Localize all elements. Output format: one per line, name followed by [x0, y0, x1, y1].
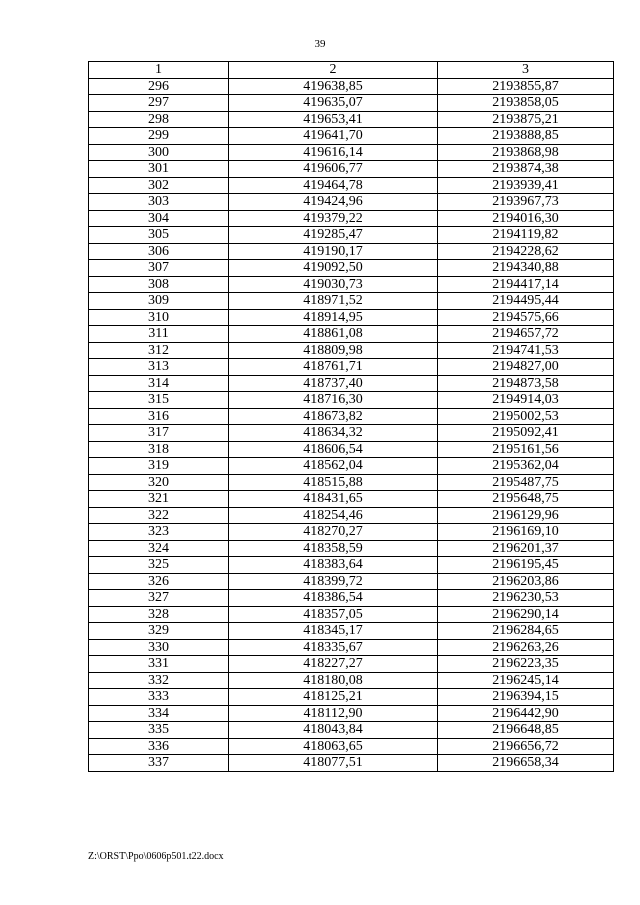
footer-file-path: Z:\ORST\Ppo\0606p501.t22.docx — [88, 851, 224, 862]
table-row — [89, 243, 614, 260]
cell-x: 418386,54 — [229, 590, 438, 607]
cell-point-number: 303 — [89, 194, 229, 211]
table-row — [89, 672, 614, 689]
cell-point-number: 315 — [89, 392, 229, 409]
cell-x: 419638,85 — [229, 78, 438, 95]
table-row — [89, 738, 614, 755]
cell-x: 418809,98 — [229, 342, 438, 359]
table-row — [89, 425, 614, 442]
header-cell-point-number: 1 — [89, 62, 229, 79]
cell-point-number: 302 — [89, 177, 229, 194]
cell-y: 2193868,98 — [438, 144, 614, 161]
cell-y: 2195487,75 — [438, 474, 614, 491]
table-header — [89, 62, 614, 79]
cell-y: 2193855,87 — [438, 78, 614, 95]
table-row — [89, 458, 614, 475]
coordinates-table — [88, 61, 614, 772]
cell-x: 418606,54 — [229, 441, 438, 458]
table-row — [89, 161, 614, 178]
cell-x: 418673,82 — [229, 408, 438, 425]
table-row — [89, 590, 614, 607]
table-row — [89, 293, 614, 310]
cell-y: 2196223,35 — [438, 656, 614, 673]
cell-x: 418077,51 — [229, 755, 438, 772]
cell-y: 2194228,62 — [438, 243, 614, 260]
table-row — [89, 326, 614, 343]
cell-x: 418357,05 — [229, 606, 438, 623]
cell-y: 2196290,14 — [438, 606, 614, 623]
table-row — [89, 194, 614, 211]
cell-point-number: 326 — [89, 573, 229, 590]
cell-y: 2194417,14 — [438, 276, 614, 293]
cell-y: 2196129,96 — [438, 507, 614, 524]
table-row — [89, 507, 614, 524]
cell-x: 418345,17 — [229, 623, 438, 640]
table-row — [89, 573, 614, 590]
cell-x: 419635,07 — [229, 95, 438, 112]
cell-x: 418716,30 — [229, 392, 438, 409]
cell-point-number: 305 — [89, 227, 229, 244]
cell-x: 419616,14 — [229, 144, 438, 161]
cell-point-number: 307 — [89, 260, 229, 277]
cell-y: 2196203,86 — [438, 573, 614, 590]
cell-y: 2193939,41 — [438, 177, 614, 194]
cell-x: 418270,27 — [229, 524, 438, 541]
cell-y: 2194575,66 — [438, 309, 614, 326]
table-row — [89, 491, 614, 508]
cell-y: 2193875,21 — [438, 111, 614, 128]
cell-point-number: 300 — [89, 144, 229, 161]
cell-point-number: 324 — [89, 540, 229, 557]
cell-y: 2196442,90 — [438, 705, 614, 722]
cell-point-number: 297 — [89, 95, 229, 112]
cell-x: 418971,52 — [229, 293, 438, 310]
cell-point-number: 337 — [89, 755, 229, 772]
cell-point-number: 316 — [89, 408, 229, 425]
cell-point-number: 321 — [89, 491, 229, 508]
table-row — [89, 392, 614, 409]
cell-y: 2194495,44 — [438, 293, 614, 310]
table-row — [89, 623, 614, 640]
cell-x: 418914,95 — [229, 309, 438, 326]
cell-point-number: 325 — [89, 557, 229, 574]
cell-point-number: 317 — [89, 425, 229, 442]
cell-x: 418431,65 — [229, 491, 438, 508]
table-row — [89, 342, 614, 359]
cell-x: 418063,65 — [229, 738, 438, 755]
cell-point-number: 311 — [89, 326, 229, 343]
cell-y: 2194657,72 — [438, 326, 614, 343]
table-row — [89, 722, 614, 739]
cell-x: 419092,50 — [229, 260, 438, 277]
table-row — [89, 656, 614, 673]
cell-x: 418254,46 — [229, 507, 438, 524]
cell-y: 2196394,15 — [438, 689, 614, 706]
table-row — [89, 606, 614, 623]
cell-x: 418125,21 — [229, 689, 438, 706]
cell-x: 418562,04 — [229, 458, 438, 475]
cell-x: 418634,32 — [229, 425, 438, 442]
cell-point-number: 306 — [89, 243, 229, 260]
table-row — [89, 557, 614, 574]
cell-x: 419190,17 — [229, 243, 438, 260]
cell-x: 419606,77 — [229, 161, 438, 178]
table-row — [89, 111, 614, 128]
cell-y: 2196169,10 — [438, 524, 614, 541]
table-row — [89, 177, 614, 194]
table-row — [89, 755, 614, 772]
cell-y: 2195002,53 — [438, 408, 614, 425]
cell-x: 418112,90 — [229, 705, 438, 722]
cell-y: 2196201,37 — [438, 540, 614, 557]
cell-x: 419464,78 — [229, 177, 438, 194]
cell-y: 2194741,53 — [438, 342, 614, 359]
table-row — [89, 276, 614, 293]
cell-point-number: 296 — [89, 78, 229, 95]
cell-x: 418761,71 — [229, 359, 438, 376]
table-row — [89, 705, 614, 722]
cell-point-number: 334 — [89, 705, 229, 722]
cell-y: 2195092,41 — [438, 425, 614, 442]
header-row — [89, 62, 614, 79]
cell-y: 2196648,85 — [438, 722, 614, 739]
table-row — [89, 95, 614, 112]
cell-point-number: 299 — [89, 128, 229, 145]
cell-x: 418737,40 — [229, 375, 438, 392]
cell-point-number: 313 — [89, 359, 229, 376]
cell-y: 2194340,88 — [438, 260, 614, 277]
cell-y: 2193858,05 — [438, 95, 614, 112]
cell-y: 2196263,26 — [438, 639, 614, 656]
cell-point-number: 320 — [89, 474, 229, 491]
cell-y: 2193888,85 — [438, 128, 614, 145]
cell-y: 2194016,30 — [438, 210, 614, 227]
cell-point-number: 335 — [89, 722, 229, 739]
cell-y: 2196195,45 — [438, 557, 614, 574]
cell-point-number: 308 — [89, 276, 229, 293]
table-row — [89, 441, 614, 458]
cell-y: 2196230,53 — [438, 590, 614, 607]
cell-point-number: 328 — [89, 606, 229, 623]
cell-point-number: 323 — [89, 524, 229, 541]
cell-point-number: 312 — [89, 342, 229, 359]
table-body — [89, 78, 614, 771]
cell-point-number: 332 — [89, 672, 229, 689]
header-cell-x: 2 — [229, 62, 438, 79]
cell-x: 418180,08 — [229, 672, 438, 689]
cell-point-number: 310 — [89, 309, 229, 326]
cell-y: 2194914,03 — [438, 392, 614, 409]
cell-y: 2194827,00 — [438, 359, 614, 376]
cell-y: 2195161,56 — [438, 441, 614, 458]
cell-point-number: 319 — [89, 458, 229, 475]
cell-x: 419641,70 — [229, 128, 438, 145]
cell-x: 419030,73 — [229, 276, 438, 293]
cell-x: 418335,67 — [229, 639, 438, 656]
table-row — [89, 408, 614, 425]
cell-point-number: 301 — [89, 161, 229, 178]
cell-x: 418227,27 — [229, 656, 438, 673]
cell-point-number: 322 — [89, 507, 229, 524]
cell-y: 2194119,82 — [438, 227, 614, 244]
table-row — [89, 144, 614, 161]
cell-point-number: 333 — [89, 689, 229, 706]
table-row — [89, 375, 614, 392]
cell-x: 418861,08 — [229, 326, 438, 343]
table-row — [89, 227, 614, 244]
cell-y: 2195648,75 — [438, 491, 614, 508]
table-row — [89, 524, 614, 541]
cell-x: 418358,59 — [229, 540, 438, 557]
cell-x: 418399,72 — [229, 573, 438, 590]
table-row — [89, 359, 614, 376]
page-number: 39 — [314, 38, 326, 50]
cell-point-number: 304 — [89, 210, 229, 227]
table-row — [89, 210, 614, 227]
table-row — [89, 540, 614, 557]
cell-point-number: 331 — [89, 656, 229, 673]
table-row — [89, 260, 614, 277]
cell-point-number: 330 — [89, 639, 229, 656]
cell-y: 2193967,73 — [438, 194, 614, 211]
table-row — [89, 689, 614, 706]
cell-point-number: 309 — [89, 293, 229, 310]
cell-point-number: 327 — [89, 590, 229, 607]
table-row — [89, 474, 614, 491]
cell-x: 418515,88 — [229, 474, 438, 491]
header-cell-y: 3 — [438, 62, 614, 79]
table-row — [89, 309, 614, 326]
cell-point-number: 336 — [89, 738, 229, 755]
cell-x: 419424,96 — [229, 194, 438, 211]
cell-x: 419285,47 — [229, 227, 438, 244]
table-row — [89, 78, 614, 95]
cell-point-number: 329 — [89, 623, 229, 640]
cell-x: 418043,84 — [229, 722, 438, 739]
cell-y: 2194873,58 — [438, 375, 614, 392]
table-row — [89, 639, 614, 656]
cell-point-number: 314 — [89, 375, 229, 392]
cell-x: 418383,64 — [229, 557, 438, 574]
cell-y: 2196656,72 — [438, 738, 614, 755]
cell-point-number: 318 — [89, 441, 229, 458]
cell-point-number: 298 — [89, 111, 229, 128]
cell-y: 2196658,34 — [438, 755, 614, 772]
cell-y: 2196284,65 — [438, 623, 614, 640]
cell-y: 2195362,04 — [438, 458, 614, 475]
cell-y: 2193874,38 — [438, 161, 614, 178]
cell-y: 2196245,14 — [438, 672, 614, 689]
cell-x: 419379,22 — [229, 210, 438, 227]
cell-x: 419653,41 — [229, 111, 438, 128]
table-row — [89, 128, 614, 145]
